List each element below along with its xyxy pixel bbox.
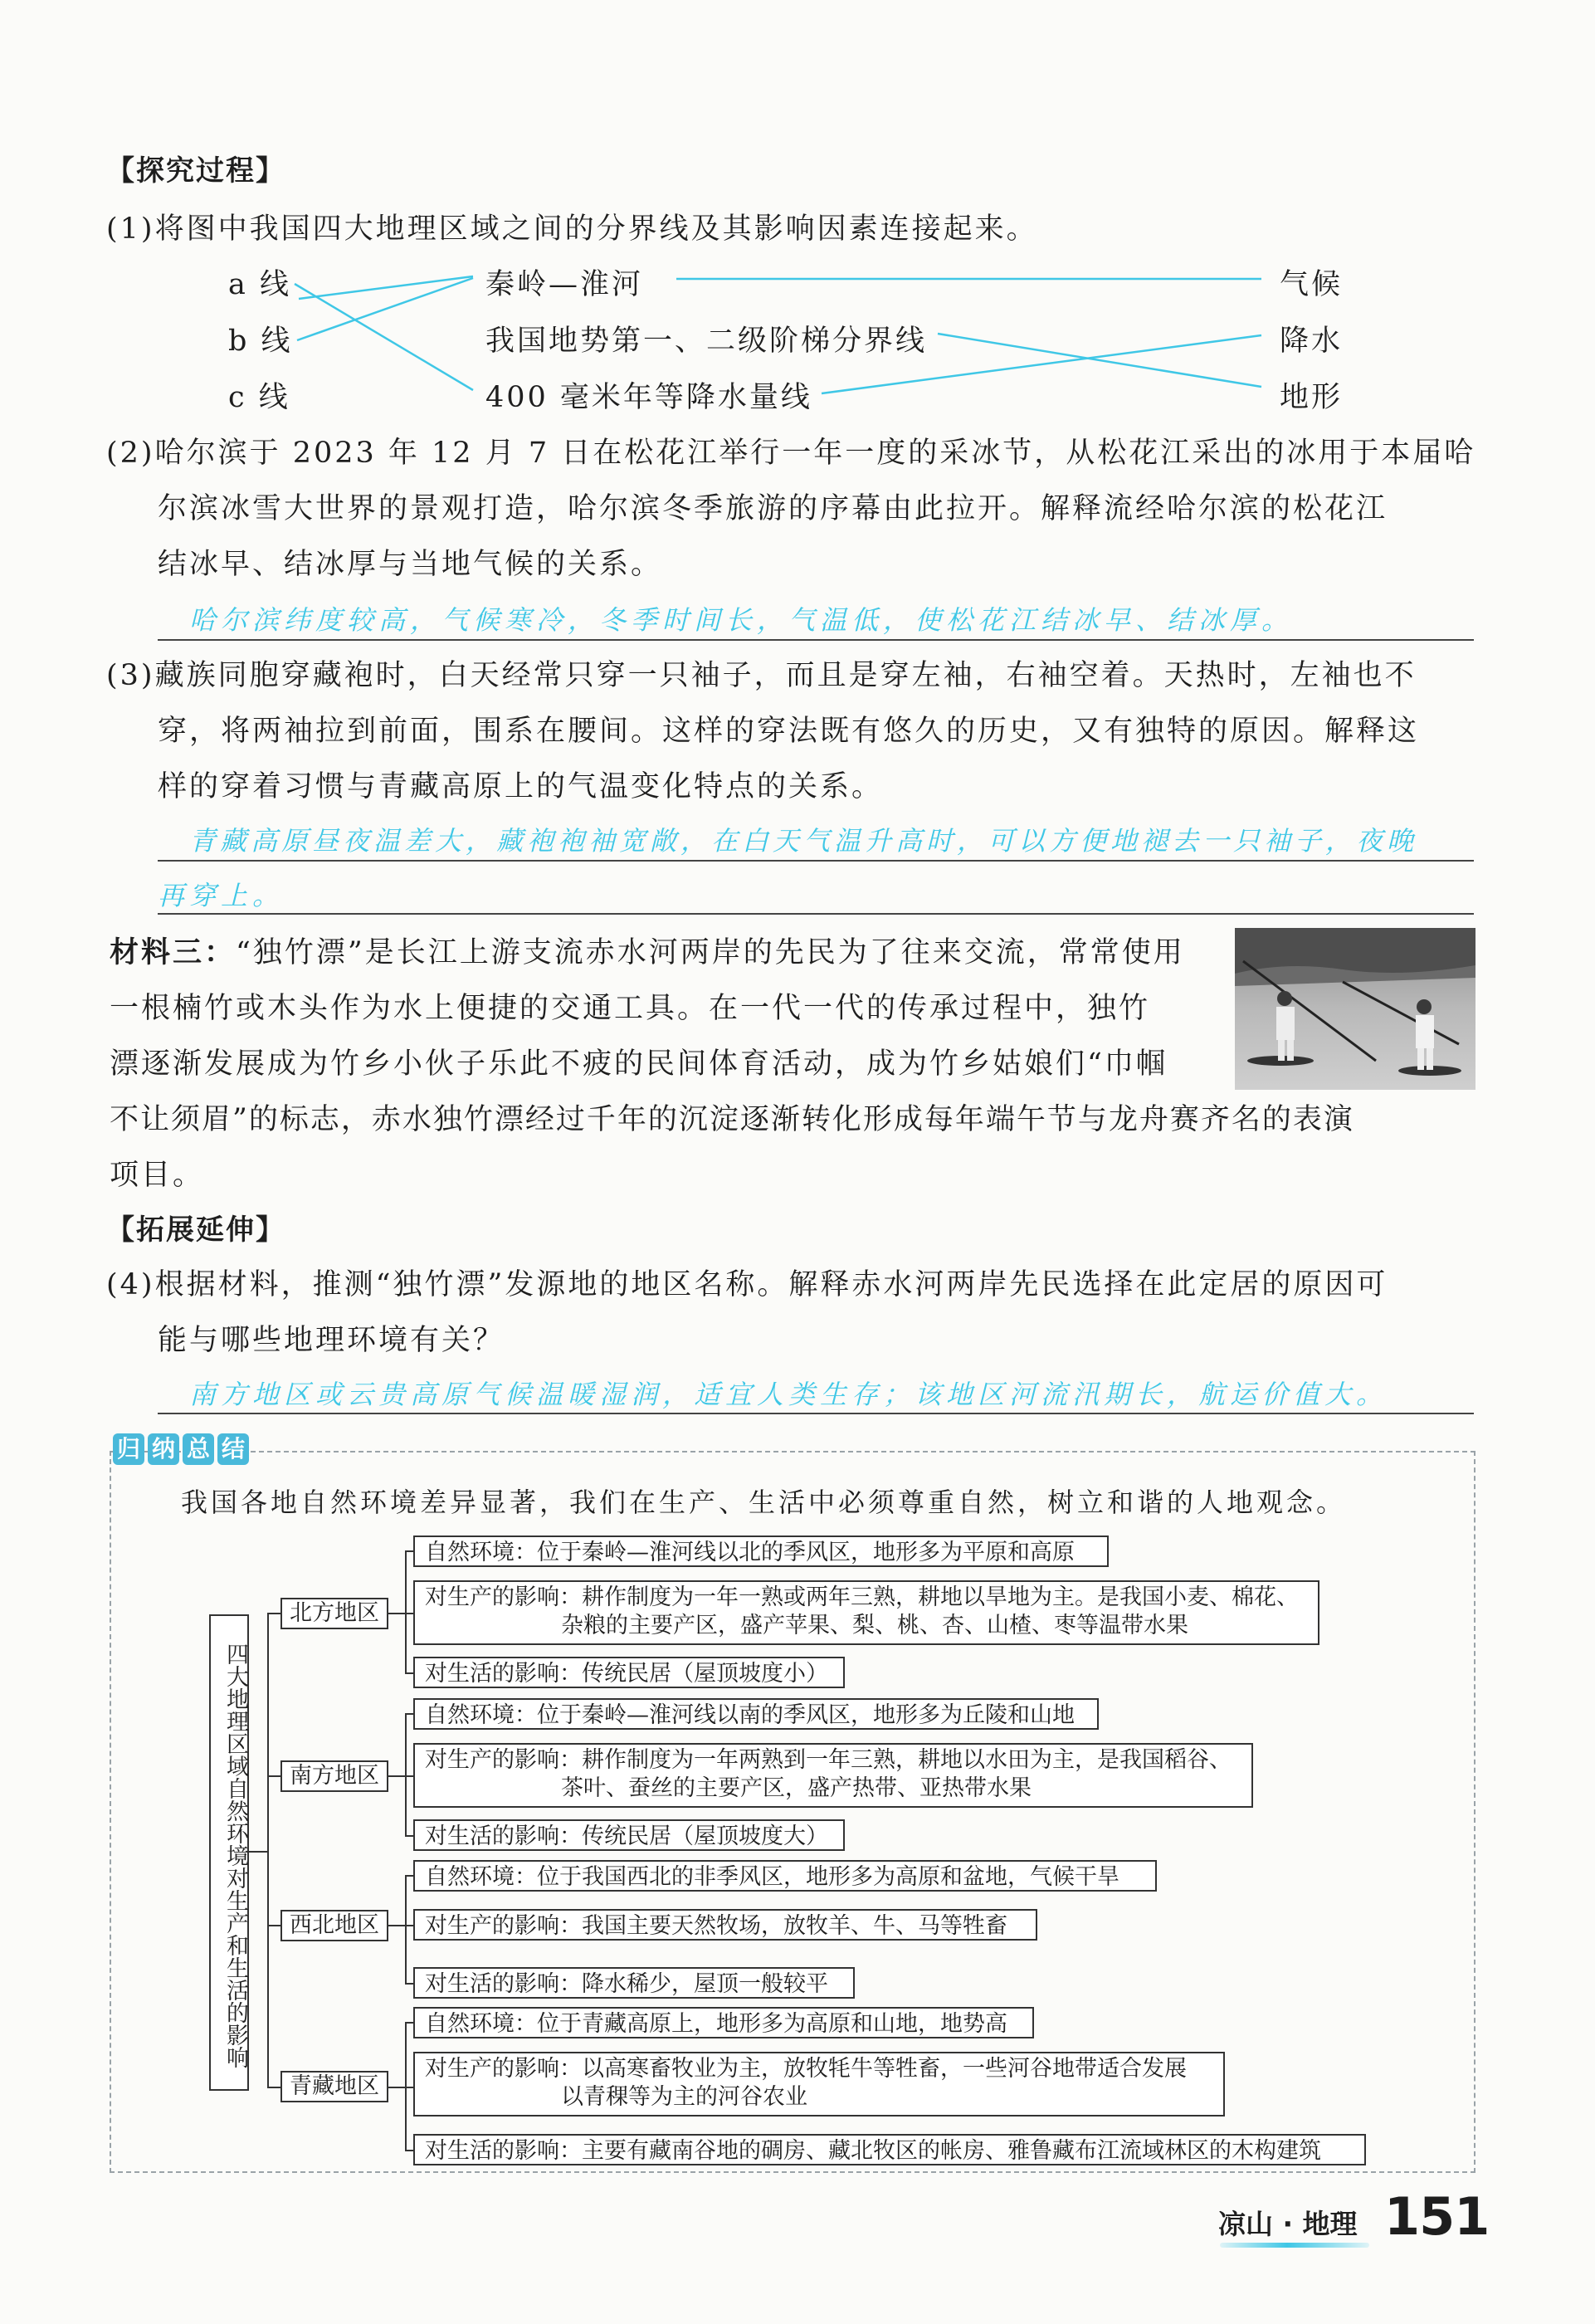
match-left-a: a 线 <box>228 268 291 301</box>
section-heading-extend: 【拓展延伸】 <box>106 1213 285 1247</box>
material-3-line1 <box>110 930 1185 971</box>
match-right-3: 地形 <box>1280 381 1344 414</box>
south-nature-box: 自然环境：位于秦岭—淮河线以南的季风区，地形多为丘陵和山地 <box>413 1698 1099 1730</box>
material-3-text: “独竹漂”是长江上游支流赤水河两岸的先民为了往来交流，常常使用 <box>236 936 1185 969</box>
qinghai-tibet-production-line1: 对生产的影响：以高寒畜牧业为主，放牧牦牛等牲畜，一些河谷地带适合发展 <box>425 2056 1187 2082</box>
region-south: 南方地区 <box>280 1760 388 1792</box>
connector <box>388 1925 407 1926</box>
question-1: (1)将图中我国四大地理区域之间的分界线及其影响因素连接起来。 <box>106 212 1038 246</box>
answer-3-line1: 青藏高原昼夜温差大，藏袍袍袖宽敞，在白天气温升高时，可以方便地褪去一只袖子，夜晚 <box>189 825 1418 857</box>
answer-rule <box>158 639 1474 641</box>
south-production-line1: 对生产的影响：耕作制度为一年两熟到一年三熟，耕地以水田为主，是我国稻谷、 <box>425 1747 1232 1773</box>
qinghai-tibet-production-box <box>413 2052 1225 2116</box>
south-production-box <box>413 1743 1253 1808</box>
region-north: 北方地区 <box>280 1598 388 1629</box>
region-northwest: 西北地区 <box>280 1910 388 1941</box>
connector <box>388 1613 407 1614</box>
material-3-line4: 不让须眉”的标志，赤水独竹漂经过千年的沉淀逐渐转化形成每年端午节与龙舟赛齐名的表演 <box>110 1103 1354 1136</box>
north-life-box: 对生活的影响：传统民居（屋顶坡度小） <box>413 1657 845 1688</box>
qinghai-tibet-life-box: 对生活的影响：主要有藏南谷地的碉房、藏北牧区的帐房、雅鲁藏布江流域林区的木构建筑 <box>413 2134 1366 2165</box>
summary-badge-1: 归 <box>113 1433 144 1465</box>
answer-rule <box>158 860 1474 862</box>
question-3-line1: (3)藏族同胞穿藏袍时，白天经常只穿一只袖子，而且是穿左袖，右袖空着。天热时，左袖也不 <box>106 659 1417 692</box>
south-production-line2: 茶叶、蚕丝的主要产区，盛产热带、亚热带水果 <box>561 1775 1032 1801</box>
line-400mm-to-rain <box>822 335 1261 393</box>
qinghai-tibet-production-line2: 以青稞等为主的河谷农业 <box>561 2084 807 2110</box>
summary-badge-2: 纳 <box>148 1433 179 1465</box>
connector <box>249 1851 269 1853</box>
connector <box>388 2087 407 2088</box>
match-middle-1: 秦岭—淮河 <box>485 268 644 301</box>
northwest-life-box: 对生活的影响：降水稀少，屋顶一般较平 <box>413 1967 855 1999</box>
question-2-line3: 结冰早、结冰厚与当地气候的关系。 <box>158 548 663 581</box>
connector <box>388 1775 407 1777</box>
connector <box>267 1613 269 2088</box>
north-production-box <box>413 1580 1319 1645</box>
answer-rule <box>158 1413 1474 1414</box>
connector <box>405 1875 407 1985</box>
match-left-c: c 线 <box>228 381 290 414</box>
northwest-nature-box: 自然环境：位于我国西北的非季风区，地形多为高原和盆地，气候干旱 <box>413 1860 1157 1892</box>
match-middle-3: 400 毫米年等降水量线 <box>485 381 812 414</box>
line-a-to-400mm <box>295 284 473 390</box>
north-nature-box: 自然环境：位于秦岭—淮河线以北的季风区，地形多为平原和高原 <box>413 1536 1109 1567</box>
question-2-line1: (2)哈尔滨于 2023 年 12 月 7 日在松花江举行一年一度的采冰节，从松花江采出的冰用于本届哈 <box>106 437 1476 470</box>
question-4-line2: 能与哪些地理环境有关？ <box>158 1324 505 1357</box>
match-answer-lines <box>0 0 1595 498</box>
summary-badge-4: 结 <box>217 1433 249 1465</box>
qinghai-tibet-nature-box: 自然环境：位于青藏高原上，地形多为高原和山地，地势高 <box>413 2007 1034 2038</box>
footer-book-label: 凉山 · 地理 <box>1218 2208 1358 2240</box>
south-life-box: 对生活的影响：传统民居（屋顶坡度大） <box>413 1819 845 1851</box>
match-left-b: b 线 <box>228 325 293 358</box>
section-heading-explore: 【探究过程】 <box>106 154 285 188</box>
material-3-line5: 项目。 <box>110 1159 205 1192</box>
summary-intro: 我国各地自然环境差异显著，我们在生产、生活中必须尊重自然，树立和谐的人地观念。 <box>181 1487 1347 1518</box>
answer-rule <box>158 913 1474 915</box>
northwest-production-box: 对生产的影响：我国主要天然牧场，放牧羊、牛、马等牲畜 <box>413 1909 1037 1941</box>
answer-4: 南方地区或云贵高原气候温暖湿润，适宜人类生存；该地区河流汛期长，航运价值大。 <box>189 1379 1388 1410</box>
region-qinghai-tibet: 青藏地区 <box>280 2071 388 2102</box>
material-3-line2: 一根楠竹或木头作为水上便捷的交通工具。在一代一代的传承过程中，独竹 <box>110 992 1151 1025</box>
page-number: 151 <box>1384 2186 1490 2247</box>
north-production-line2: 杂粮的主要产区，盛产苹果、梨、桃、杏、山楂、枣等温带水果 <box>561 1613 1188 1638</box>
material-3-line3: 漂逐渐发展成为竹乡小伙子乐此不疲的民间体育活动，成为竹乡姑娘们“巾帼 <box>110 1047 1168 1081</box>
answer-3-line2: 再穿上。 <box>158 880 285 911</box>
match-right-2: 降水 <box>1280 325 1344 358</box>
question-3-line3: 样的穿着习惯与青藏高原上的气温变化特点的关系。 <box>158 770 884 803</box>
question-2-line2: 尔滨冰雪大世界的景观打造，哈尔滨冬季旅游的序幕由此拉开。解释流经哈尔滨的松花江 <box>158 492 1388 525</box>
material-3-label: 材料三： <box>110 936 237 969</box>
question-3-line2: 穿，将两袖拉到前面，围系在腰间。这样的穿法既有悠久的历史，又有独特的原因。解释这 <box>158 715 1420 748</box>
question-4-line1: (4)根据材料，推测“独竹漂”发源地的地区名称。解释赤水河两岸先民选择在此定居的原因可 <box>106 1268 1388 1301</box>
summary-badge-3: 总 <box>183 1433 214 1465</box>
match-middle-2: 我国地势第一、二级阶梯分界线 <box>485 325 928 358</box>
answer-2: 哈尔滨纬度较高，气候寒冷，冬季时间长，气温低，使松花江结冰早、结冰厚。 <box>189 604 1294 636</box>
match-right-1: 气候 <box>1280 268 1344 301</box>
summary-root-box: 四大地理区域自然环境对生产和生活的影响 <box>209 1614 249 2091</box>
north-production-line1: 对生产的影响：耕作制度为一年一熟或两年三熟，耕地以旱地为主。是我国小麦、棉花、 <box>425 1584 1299 1610</box>
footer-accent-bar <box>1220 2243 1369 2248</box>
bamboo-rafting-photo <box>1235 928 1475 1090</box>
